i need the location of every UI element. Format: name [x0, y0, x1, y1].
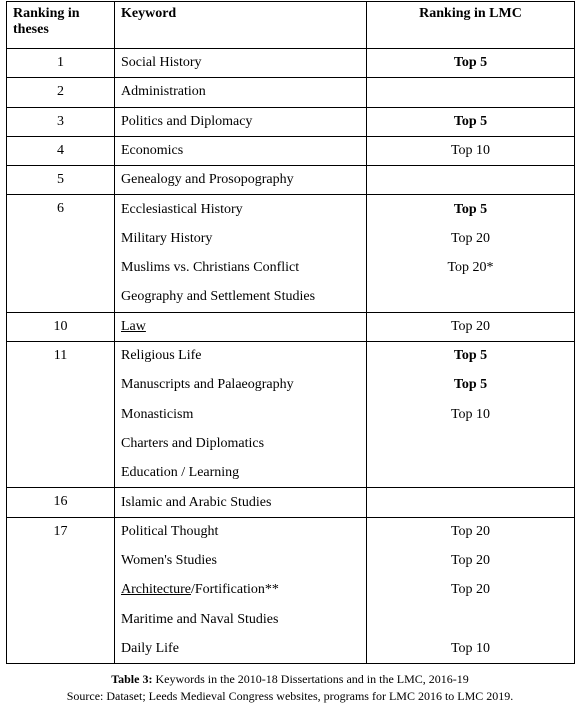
keyword-cell: Monasticism: [115, 400, 367, 429]
keyword-cell: Economics: [115, 136, 367, 165]
lmc-rank-cell: [367, 78, 575, 107]
keyword-cell: Genealogy and Prosopography: [115, 166, 367, 195]
lmc-rank-cell: [367, 283, 575, 312]
lmc-rank-cell: [367, 488, 575, 517]
rank-cell: 17: [7, 517, 115, 663]
keyword-cell: Daily Life: [115, 634, 367, 663]
rank-cell: 10: [7, 312, 115, 341]
keyword-cell: Charters and Diplomatics: [115, 429, 367, 458]
table-row: [7, 312, 575, 341]
keyword-cell: Military History: [115, 224, 367, 253]
table-body: [7, 49, 575, 664]
rank-cell: 4: [7, 136, 115, 165]
rank-cell: 6: [7, 195, 115, 312]
keyword-cell: Administration: [115, 78, 367, 107]
lmc-rank-cell: [367, 429, 575, 458]
table-row: [7, 136, 575, 165]
keyword-cell: Maritime and Naval Studies: [115, 605, 367, 634]
keyword-cell: Geography and Settlement Studies: [115, 283, 367, 312]
table-row: [7, 517, 575, 546]
keyword-cell: Education / Learning: [115, 459, 367, 488]
table-row: [7, 195, 575, 224]
table-row: [7, 107, 575, 136]
rank-cell: 2: [7, 78, 115, 107]
keywords-table: [6, 1, 575, 664]
lmc-rank-cell: Top 10: [367, 400, 575, 429]
table-row: [7, 341, 575, 370]
table-caption: [0, 672, 580, 687]
caption-title: Keywords in the 2010-18 Dissertations and in the LMC, 2016-19: [152, 672, 469, 686]
lmc-rank-cell: Top 20: [367, 517, 575, 546]
keyword-cell: Ecclesiastical History: [115, 195, 367, 224]
keyword-rest: /Fortification**: [190, 582, 279, 598]
rank-cell: 3: [7, 107, 115, 136]
lmc-rank-cell: [367, 166, 575, 195]
lmc-rank-cell: [367, 605, 575, 634]
rank-cell: 16: [7, 488, 115, 517]
rank-cell: 5: [7, 166, 115, 195]
table-row: [7, 166, 575, 195]
lmc-rank-cell: [367, 459, 575, 488]
lmc-rank-cell: Top 5: [367, 107, 575, 136]
lmc-rank-cell: Top 5: [367, 371, 575, 400]
rank-cell: 1: [7, 49, 115, 78]
header-keyword: Keyword: [115, 2, 367, 49]
keyword-cell: Islamic and Arabic Studies: [115, 488, 367, 517]
keyword-cell: Religious Life: [115, 341, 367, 370]
header-ranking-theses: Ranking in theses: [7, 2, 115, 49]
lmc-rank-cell: Top 20: [367, 312, 575, 341]
lmc-rank-cell: Top 10: [367, 136, 575, 165]
keyword-cell: Women's Studies: [115, 547, 367, 576]
caption-source: Source: Dataset; Leeds Medieval Congress websites, programs for LMC 2016 to LMC 2019.: [66, 689, 514, 703]
lmc-rank-cell: Top 5: [367, 341, 575, 370]
rank-cell: 11: [7, 341, 115, 487]
keyword-cell: Political Thought: [115, 517, 367, 546]
keyword-cell: Muslims vs. Christians Conflict: [115, 254, 367, 283]
table-row: [7, 78, 575, 107]
lmc-rank-cell: Top 10: [367, 634, 575, 663]
table-header-row: [7, 2, 575, 49]
lmc-rank-cell: Top 5: [367, 49, 575, 78]
keyword-cell: Social History: [115, 49, 367, 78]
lmc-rank-cell: Top 5: [367, 195, 575, 224]
keyword-cell: Politics and Diplomacy: [115, 107, 367, 136]
caption-label: Table 3:: [111, 672, 153, 686]
keyword-underlined: Law: [121, 318, 146, 334]
lmc-rank-cell: Top 20: [367, 547, 575, 576]
lmc-rank-cell: Top 20: [367, 576, 575, 605]
keyword-underlined: Architecture: [121, 582, 191, 598]
keyword-cell: [115, 312, 367, 341]
keyword-cell: Manuscripts and Palaeography: [115, 371, 367, 400]
header-ranking-lmc: Ranking in LMC: [367, 2, 575, 49]
keyword-cell: [115, 576, 367, 605]
table-row: [7, 488, 575, 517]
table-row: [7, 49, 575, 78]
lmc-rank-cell: Top 20: [367, 224, 575, 253]
lmc-rank-cell: Top 20*: [367, 254, 575, 283]
